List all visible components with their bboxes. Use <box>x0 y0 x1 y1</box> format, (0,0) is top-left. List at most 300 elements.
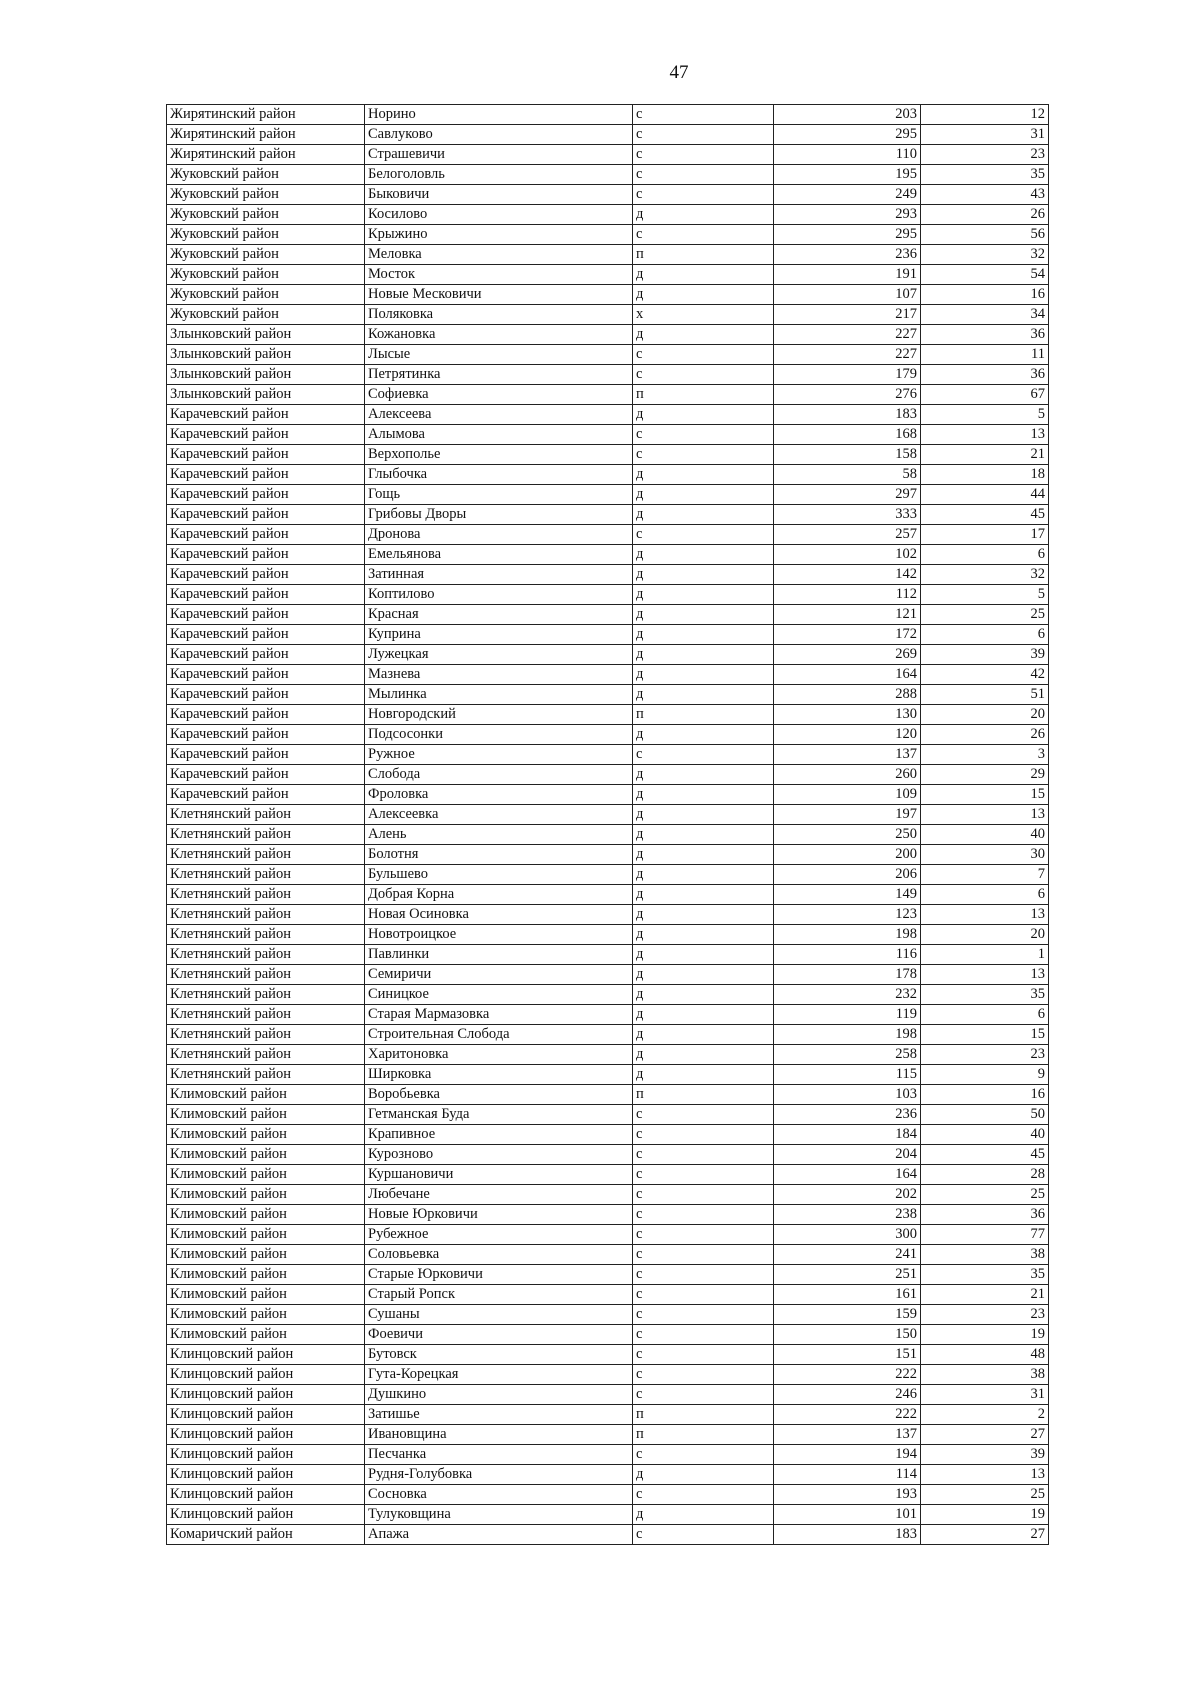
table-row <box>167 485 1049 505</box>
settlement-name-cell: Фроловка <box>365 785 633 805</box>
table-row <box>167 1165 1049 1185</box>
table-row <box>167 1225 1049 1245</box>
table-row <box>167 725 1049 745</box>
district-cell: Климовский район <box>167 1325 365 1345</box>
settlement-name-cell: Лужецкая <box>365 645 633 665</box>
table-row <box>167 1045 1049 1065</box>
settlement-type-cell: д <box>633 585 774 605</box>
settlement-type-cell: д <box>633 605 774 625</box>
value-1-cell: 204 <box>774 1145 921 1165</box>
value-2-cell: 20 <box>921 925 1049 945</box>
district-cell: Клетнянский район <box>167 1065 365 1085</box>
value-2-cell: 13 <box>921 425 1049 445</box>
district-cell: Карачевский район <box>167 765 365 785</box>
value-2-cell: 6 <box>921 1005 1049 1025</box>
settlement-name-cell: Добрая Корна <box>365 885 633 905</box>
district-cell: Климовский район <box>167 1165 365 1185</box>
district-cell: Злынковский район <box>167 385 365 405</box>
value-2-cell: 23 <box>921 145 1049 165</box>
settlement-name-cell: Сосновка <box>365 1485 633 1505</box>
district-cell: Климовский район <box>167 1265 365 1285</box>
value-2-cell: 27 <box>921 1425 1049 1445</box>
value-2-cell: 7 <box>921 865 1049 885</box>
table-row <box>167 1365 1049 1385</box>
settlement-name-cell: Синицкое <box>365 985 633 1005</box>
settlement-type-cell: д <box>633 925 774 945</box>
table-row <box>167 425 1049 445</box>
value-2-cell: 6 <box>921 885 1049 905</box>
value-2-cell: 23 <box>921 1305 1049 1325</box>
settlement-name-cell: Дронова <box>365 525 633 545</box>
table-row <box>167 265 1049 285</box>
table-row <box>167 405 1049 425</box>
district-cell: Злынковский район <box>167 365 365 385</box>
table-row <box>167 565 1049 585</box>
settlement-type-cell: с <box>633 1185 774 1205</box>
table-row <box>167 365 1049 385</box>
value-1-cell: 149 <box>774 885 921 905</box>
district-cell: Климовский район <box>167 1285 365 1305</box>
value-2-cell: 56 <box>921 225 1049 245</box>
value-2-cell: 35 <box>921 165 1049 185</box>
table-row <box>167 285 1049 305</box>
value-1-cell: 232 <box>774 985 921 1005</box>
district-cell: Климовский район <box>167 1225 365 1245</box>
table-row <box>167 1465 1049 1485</box>
settlement-type-cell: п <box>633 1085 774 1105</box>
table-row <box>167 865 1049 885</box>
value-1-cell: 288 <box>774 685 921 705</box>
settlement-name-cell: Бутовск <box>365 1345 633 1365</box>
value-2-cell: 25 <box>921 605 1049 625</box>
district-cell: Клетнянский район <box>167 945 365 965</box>
value-1-cell: 183 <box>774 1525 921 1545</box>
value-2-cell: 44 <box>921 485 1049 505</box>
district-cell: Карачевский район <box>167 625 365 645</box>
table-row <box>167 1145 1049 1165</box>
settlement-name-cell: Павлинки <box>365 945 633 965</box>
settlement-name-cell: Красная <box>365 605 633 625</box>
table-row <box>167 945 1049 965</box>
value-1-cell: 246 <box>774 1385 921 1405</box>
value-2-cell: 16 <box>921 285 1049 305</box>
district-cell: Жирятинский район <box>167 105 365 125</box>
value-1-cell: 251 <box>774 1265 921 1285</box>
value-2-cell: 42 <box>921 665 1049 685</box>
district-cell: Клетнянский район <box>167 825 365 845</box>
table-row <box>167 1085 1049 1105</box>
settlement-type-cell: с <box>633 1525 774 1545</box>
value-1-cell: 195 <box>774 165 921 185</box>
district-cell: Клетнянский район <box>167 925 365 945</box>
value-1-cell: 109 <box>774 785 921 805</box>
district-cell: Комаричский район <box>167 1525 365 1545</box>
value-2-cell: 40 <box>921 825 1049 845</box>
value-1-cell: 236 <box>774 1105 921 1125</box>
value-1-cell: 164 <box>774 1165 921 1185</box>
district-cell: Карачевский район <box>167 665 365 685</box>
settlement-type-cell: д <box>633 405 774 425</box>
district-cell: Жуковский район <box>167 285 365 305</box>
value-2-cell: 25 <box>921 1485 1049 1505</box>
settlement-type-cell: д <box>633 805 774 825</box>
district-cell: Карачевский район <box>167 505 365 525</box>
table-row <box>167 885 1049 905</box>
settlement-type-cell: д <box>633 285 774 305</box>
district-cell: Карачевский район <box>167 685 365 705</box>
settlement-type-cell: с <box>633 365 774 385</box>
value-1-cell: 198 <box>774 925 921 945</box>
table-row <box>167 925 1049 945</box>
settlement-type-cell: с <box>633 1225 774 1245</box>
settlement-type-cell: с <box>633 1285 774 1305</box>
settlement-name-cell: Песчанка <box>365 1445 633 1465</box>
settlement-type-cell: с <box>633 345 774 365</box>
value-1-cell: 222 <box>774 1365 921 1385</box>
value-2-cell: 26 <box>921 725 1049 745</box>
table-row <box>167 345 1049 365</box>
value-2-cell: 45 <box>921 1145 1049 1165</box>
district-cell: Жуковский район <box>167 165 365 185</box>
table-row <box>167 105 1049 125</box>
district-cell: Карачевский район <box>167 405 365 425</box>
value-2-cell: 11 <box>921 345 1049 365</box>
settlement-type-cell: п <box>633 245 774 265</box>
value-1-cell: 276 <box>774 385 921 405</box>
value-2-cell: 43 <box>921 185 1049 205</box>
settlement-type-cell: д <box>633 485 774 505</box>
settlement-name-cell: Воробьевка <box>365 1085 633 1105</box>
settlement-name-cell: Слобода <box>365 765 633 785</box>
settlement-type-cell: д <box>633 665 774 685</box>
settlement-type-cell: д <box>633 545 774 565</box>
value-2-cell: 15 <box>921 1025 1049 1045</box>
value-2-cell: 6 <box>921 625 1049 645</box>
value-1-cell: 102 <box>774 545 921 565</box>
settlement-name-cell: Сушаны <box>365 1305 633 1325</box>
value-1-cell: 114 <box>774 1465 921 1485</box>
table-row <box>167 305 1049 325</box>
settlement-type-cell: с <box>633 1265 774 1285</box>
settlement-name-cell: Новые Юрковичи <box>365 1205 633 1225</box>
settlement-type-cell: д <box>633 465 774 485</box>
district-cell: Клинцовский район <box>167 1365 365 1385</box>
value-2-cell: 19 <box>921 1325 1049 1345</box>
settlement-name-cell: Любечане <box>365 1185 633 1205</box>
settlement-type-cell: с <box>633 165 774 185</box>
table-row <box>167 1125 1049 1145</box>
value-2-cell: 38 <box>921 1245 1049 1265</box>
settlement-type-cell: д <box>633 885 774 905</box>
settlement-name-cell: Болотня <box>365 845 633 865</box>
settlement-type-cell: с <box>633 525 774 545</box>
value-2-cell: 5 <box>921 405 1049 425</box>
settlement-name-cell: Рудня-Голубовка <box>365 1465 633 1485</box>
table-row <box>167 145 1049 165</box>
value-2-cell: 39 <box>921 645 1049 665</box>
district-cell: Жирятинский район <box>167 125 365 145</box>
table-row <box>167 1185 1049 1205</box>
table-row <box>167 445 1049 465</box>
value-2-cell: 1 <box>921 945 1049 965</box>
settlement-type-cell: д <box>633 325 774 345</box>
value-2-cell: 21 <box>921 445 1049 465</box>
value-1-cell: 295 <box>774 125 921 145</box>
district-cell: Климовский район <box>167 1185 365 1205</box>
settlement-type-cell: д <box>633 1005 774 1025</box>
value-1-cell: 269 <box>774 645 921 665</box>
value-1-cell: 164 <box>774 665 921 685</box>
value-1-cell: 161 <box>774 1285 921 1305</box>
settlement-name-cell: Апажа <box>365 1525 633 1545</box>
district-cell: Клетнянский район <box>167 1005 365 1025</box>
settlement-type-cell: д <box>633 1045 774 1065</box>
settlement-name-cell: Косилово <box>365 205 633 225</box>
value-1-cell: 158 <box>774 445 921 465</box>
settlement-type-cell: д <box>633 565 774 585</box>
value-1-cell: 227 <box>774 325 921 345</box>
district-cell: Климовский район <box>167 1105 365 1125</box>
settlement-type-cell: с <box>633 1245 774 1265</box>
value-1-cell: 250 <box>774 825 921 845</box>
settlement-name-cell: Алексеева <box>365 405 633 425</box>
table-row <box>167 465 1049 485</box>
value-1-cell: 238 <box>774 1205 921 1225</box>
district-cell: Жуковский район <box>167 305 365 325</box>
value-1-cell: 121 <box>774 605 921 625</box>
table-row <box>167 765 1049 785</box>
table-row <box>167 1525 1049 1545</box>
value-1-cell: 137 <box>774 745 921 765</box>
district-cell: Климовский район <box>167 1305 365 1325</box>
value-1-cell: 116 <box>774 945 921 965</box>
table-row <box>167 1385 1049 1405</box>
settlement-type-cell: д <box>633 985 774 1005</box>
value-1-cell: 202 <box>774 1185 921 1205</box>
settlement-type-cell: с <box>633 1125 774 1145</box>
settlement-name-cell: Гощь <box>365 485 633 505</box>
district-cell: Клетнянский район <box>167 905 365 925</box>
settlement-name-cell: Новотроицкое <box>365 925 633 945</box>
settlement-type-cell: д <box>633 765 774 785</box>
settlement-name-cell: Куршановичи <box>365 1165 633 1185</box>
settlement-type-cell: с <box>633 125 774 145</box>
value-1-cell: 293 <box>774 205 921 225</box>
value-1-cell: 241 <box>774 1245 921 1265</box>
settlement-name-cell: Новые Месковичи <box>365 285 633 305</box>
value-2-cell: 51 <box>921 685 1049 705</box>
value-1-cell: 110 <box>774 145 921 165</box>
value-2-cell: 54 <box>921 265 1049 285</box>
value-1-cell: 172 <box>774 625 921 645</box>
value-1-cell: 151 <box>774 1345 921 1365</box>
settlement-type-cell: д <box>633 1465 774 1485</box>
table-row <box>167 1205 1049 1225</box>
table-body <box>167 105 1049 1545</box>
district-cell: Клетнянский район <box>167 885 365 905</box>
value-1-cell: 120 <box>774 725 921 745</box>
table-row <box>167 385 1049 405</box>
district-cell: Климовский район <box>167 1125 365 1145</box>
table-row <box>167 1005 1049 1025</box>
district-cell: Клетнянский район <box>167 965 365 985</box>
table-row <box>167 1265 1049 1285</box>
value-2-cell: 20 <box>921 705 1049 725</box>
table-row <box>167 325 1049 345</box>
settlement-name-cell: Семиричи <box>365 965 633 985</box>
value-1-cell: 123 <box>774 905 921 925</box>
table-row <box>167 605 1049 625</box>
settlement-type-cell: д <box>633 685 774 705</box>
value-2-cell: 23 <box>921 1045 1049 1065</box>
settlement-name-cell: Крапивное <box>365 1125 633 1145</box>
value-1-cell: 159 <box>774 1305 921 1325</box>
value-2-cell: 17 <box>921 525 1049 545</box>
settlement-name-cell: Затинная <box>365 565 633 585</box>
district-cell: Жуковский район <box>167 265 365 285</box>
value-2-cell: 29 <box>921 765 1049 785</box>
district-cell: Клетнянский район <box>167 805 365 825</box>
table-row <box>167 1505 1049 1525</box>
value-1-cell: 333 <box>774 505 921 525</box>
table-row <box>167 825 1049 845</box>
district-cell: Карачевский район <box>167 525 365 545</box>
district-cell: Климовский район <box>167 1085 365 1105</box>
district-cell: Клинцовский район <box>167 1425 365 1445</box>
value-2-cell: 6 <box>921 545 1049 565</box>
settlement-name-cell: Мосток <box>365 265 633 285</box>
settlement-name-cell: Быковичи <box>365 185 633 205</box>
value-1-cell: 217 <box>774 305 921 325</box>
district-cell: Злынковский район <box>167 325 365 345</box>
district-cell: Жирятинский район <box>167 145 365 165</box>
value-1-cell: 179 <box>774 365 921 385</box>
settlement-name-cell: Верхополье <box>365 445 633 465</box>
value-2-cell: 34 <box>921 305 1049 325</box>
district-cell: Клетнянский район <box>167 985 365 1005</box>
table-row <box>167 1245 1049 1265</box>
value-1-cell: 112 <box>774 585 921 605</box>
settlement-name-cell: Софиевка <box>365 385 633 405</box>
settlement-name-cell: Емельянова <box>365 545 633 565</box>
settlement-name-cell: Гута-Корецкая <box>365 1365 633 1385</box>
value-2-cell: 13 <box>921 805 1049 825</box>
settlement-name-cell: Бульшево <box>365 865 633 885</box>
value-2-cell: 38 <box>921 1365 1049 1385</box>
district-cell: Карачевский район <box>167 445 365 465</box>
settlement-type-cell: д <box>633 505 774 525</box>
value-2-cell: 28 <box>921 1165 1049 1185</box>
settlement-type-cell: д <box>633 845 774 865</box>
value-2-cell: 36 <box>921 325 1049 345</box>
settlement-name-cell: Коптилово <box>365 585 633 605</box>
settlements-table <box>166 104 1049 1545</box>
value-2-cell: 67 <box>921 385 1049 405</box>
district-cell: Жуковский район <box>167 205 365 225</box>
district-cell: Клетнянский район <box>167 845 365 865</box>
value-1-cell: 222 <box>774 1405 921 1425</box>
value-2-cell: 35 <box>921 985 1049 1005</box>
value-1-cell: 197 <box>774 805 921 825</box>
district-cell: Климовский район <box>167 1245 365 1265</box>
settlement-name-cell: Тулуковщина <box>365 1505 633 1525</box>
district-cell: Клинцовский район <box>167 1445 365 1465</box>
settlement-name-cell: Страшевичи <box>365 145 633 165</box>
value-2-cell: 50 <box>921 1105 1049 1125</box>
settlement-name-cell: Новгородский <box>365 705 633 725</box>
settlement-type-cell: с <box>633 1345 774 1365</box>
table-row <box>167 645 1049 665</box>
settlement-type-cell: х <box>633 305 774 325</box>
table-row <box>167 1325 1049 1345</box>
settlement-name-cell: Подсосонки <box>365 725 633 745</box>
table-row <box>167 665 1049 685</box>
value-2-cell: 13 <box>921 1465 1049 1485</box>
settlement-name-cell: Лысые <box>365 345 633 365</box>
value-2-cell: 19 <box>921 1505 1049 1525</box>
table-row <box>167 525 1049 545</box>
value-2-cell: 32 <box>921 245 1049 265</box>
settlement-type-cell: д <box>633 1025 774 1045</box>
settlement-type-cell: д <box>633 965 774 985</box>
value-2-cell: 2 <box>921 1405 1049 1425</box>
value-2-cell: 45 <box>921 505 1049 525</box>
value-2-cell: 27 <box>921 1525 1049 1545</box>
value-2-cell: 31 <box>921 125 1049 145</box>
settlement-type-cell: д <box>633 945 774 965</box>
settlement-name-cell: Затишье <box>365 1405 633 1425</box>
settlement-type-cell: д <box>633 905 774 925</box>
settlement-type-cell: с <box>633 1165 774 1185</box>
district-cell: Карачевский район <box>167 585 365 605</box>
value-1-cell: 193 <box>774 1485 921 1505</box>
settlement-name-cell: Алексеевка <box>365 805 633 825</box>
settlement-type-cell: с <box>633 1105 774 1125</box>
settlement-type-cell: с <box>633 1325 774 1345</box>
settlement-name-cell: Старый Ропск <box>365 1285 633 1305</box>
settlement-name-cell: Савлуково <box>365 125 633 145</box>
value-1-cell: 150 <box>774 1325 921 1345</box>
settlement-type-cell: с <box>633 1365 774 1385</box>
settlement-type-cell: п <box>633 385 774 405</box>
table-row <box>167 225 1049 245</box>
settlement-name-cell: Грибовы Дворы <box>365 505 633 525</box>
value-1-cell: 198 <box>774 1025 921 1045</box>
district-cell: Карачевский район <box>167 425 365 445</box>
district-cell: Карачевский район <box>167 725 365 745</box>
settlement-name-cell: Петрятинка <box>365 365 633 385</box>
settlement-name-cell: Старая Мармазовка <box>365 1005 633 1025</box>
settlement-name-cell: Гетманская Буда <box>365 1105 633 1125</box>
table-row <box>167 1345 1049 1365</box>
table-row <box>167 1445 1049 1465</box>
value-2-cell: 31 <box>921 1385 1049 1405</box>
value-2-cell: 36 <box>921 365 1049 385</box>
table-row <box>167 505 1049 525</box>
settlement-type-cell: с <box>633 1305 774 1325</box>
district-cell: Климовский район <box>167 1205 365 1225</box>
district-cell: Клинцовский район <box>167 1405 365 1425</box>
value-2-cell: 16 <box>921 1085 1049 1105</box>
value-1-cell: 137 <box>774 1425 921 1445</box>
settlement-type-cell: д <box>633 265 774 285</box>
settlement-type-cell: п <box>633 705 774 725</box>
page-number: 47 <box>669 62 689 83</box>
value-1-cell: 168 <box>774 425 921 445</box>
district-cell: Карачевский район <box>167 485 365 505</box>
value-1-cell: 107 <box>774 285 921 305</box>
settlement-type-cell: с <box>633 185 774 205</box>
